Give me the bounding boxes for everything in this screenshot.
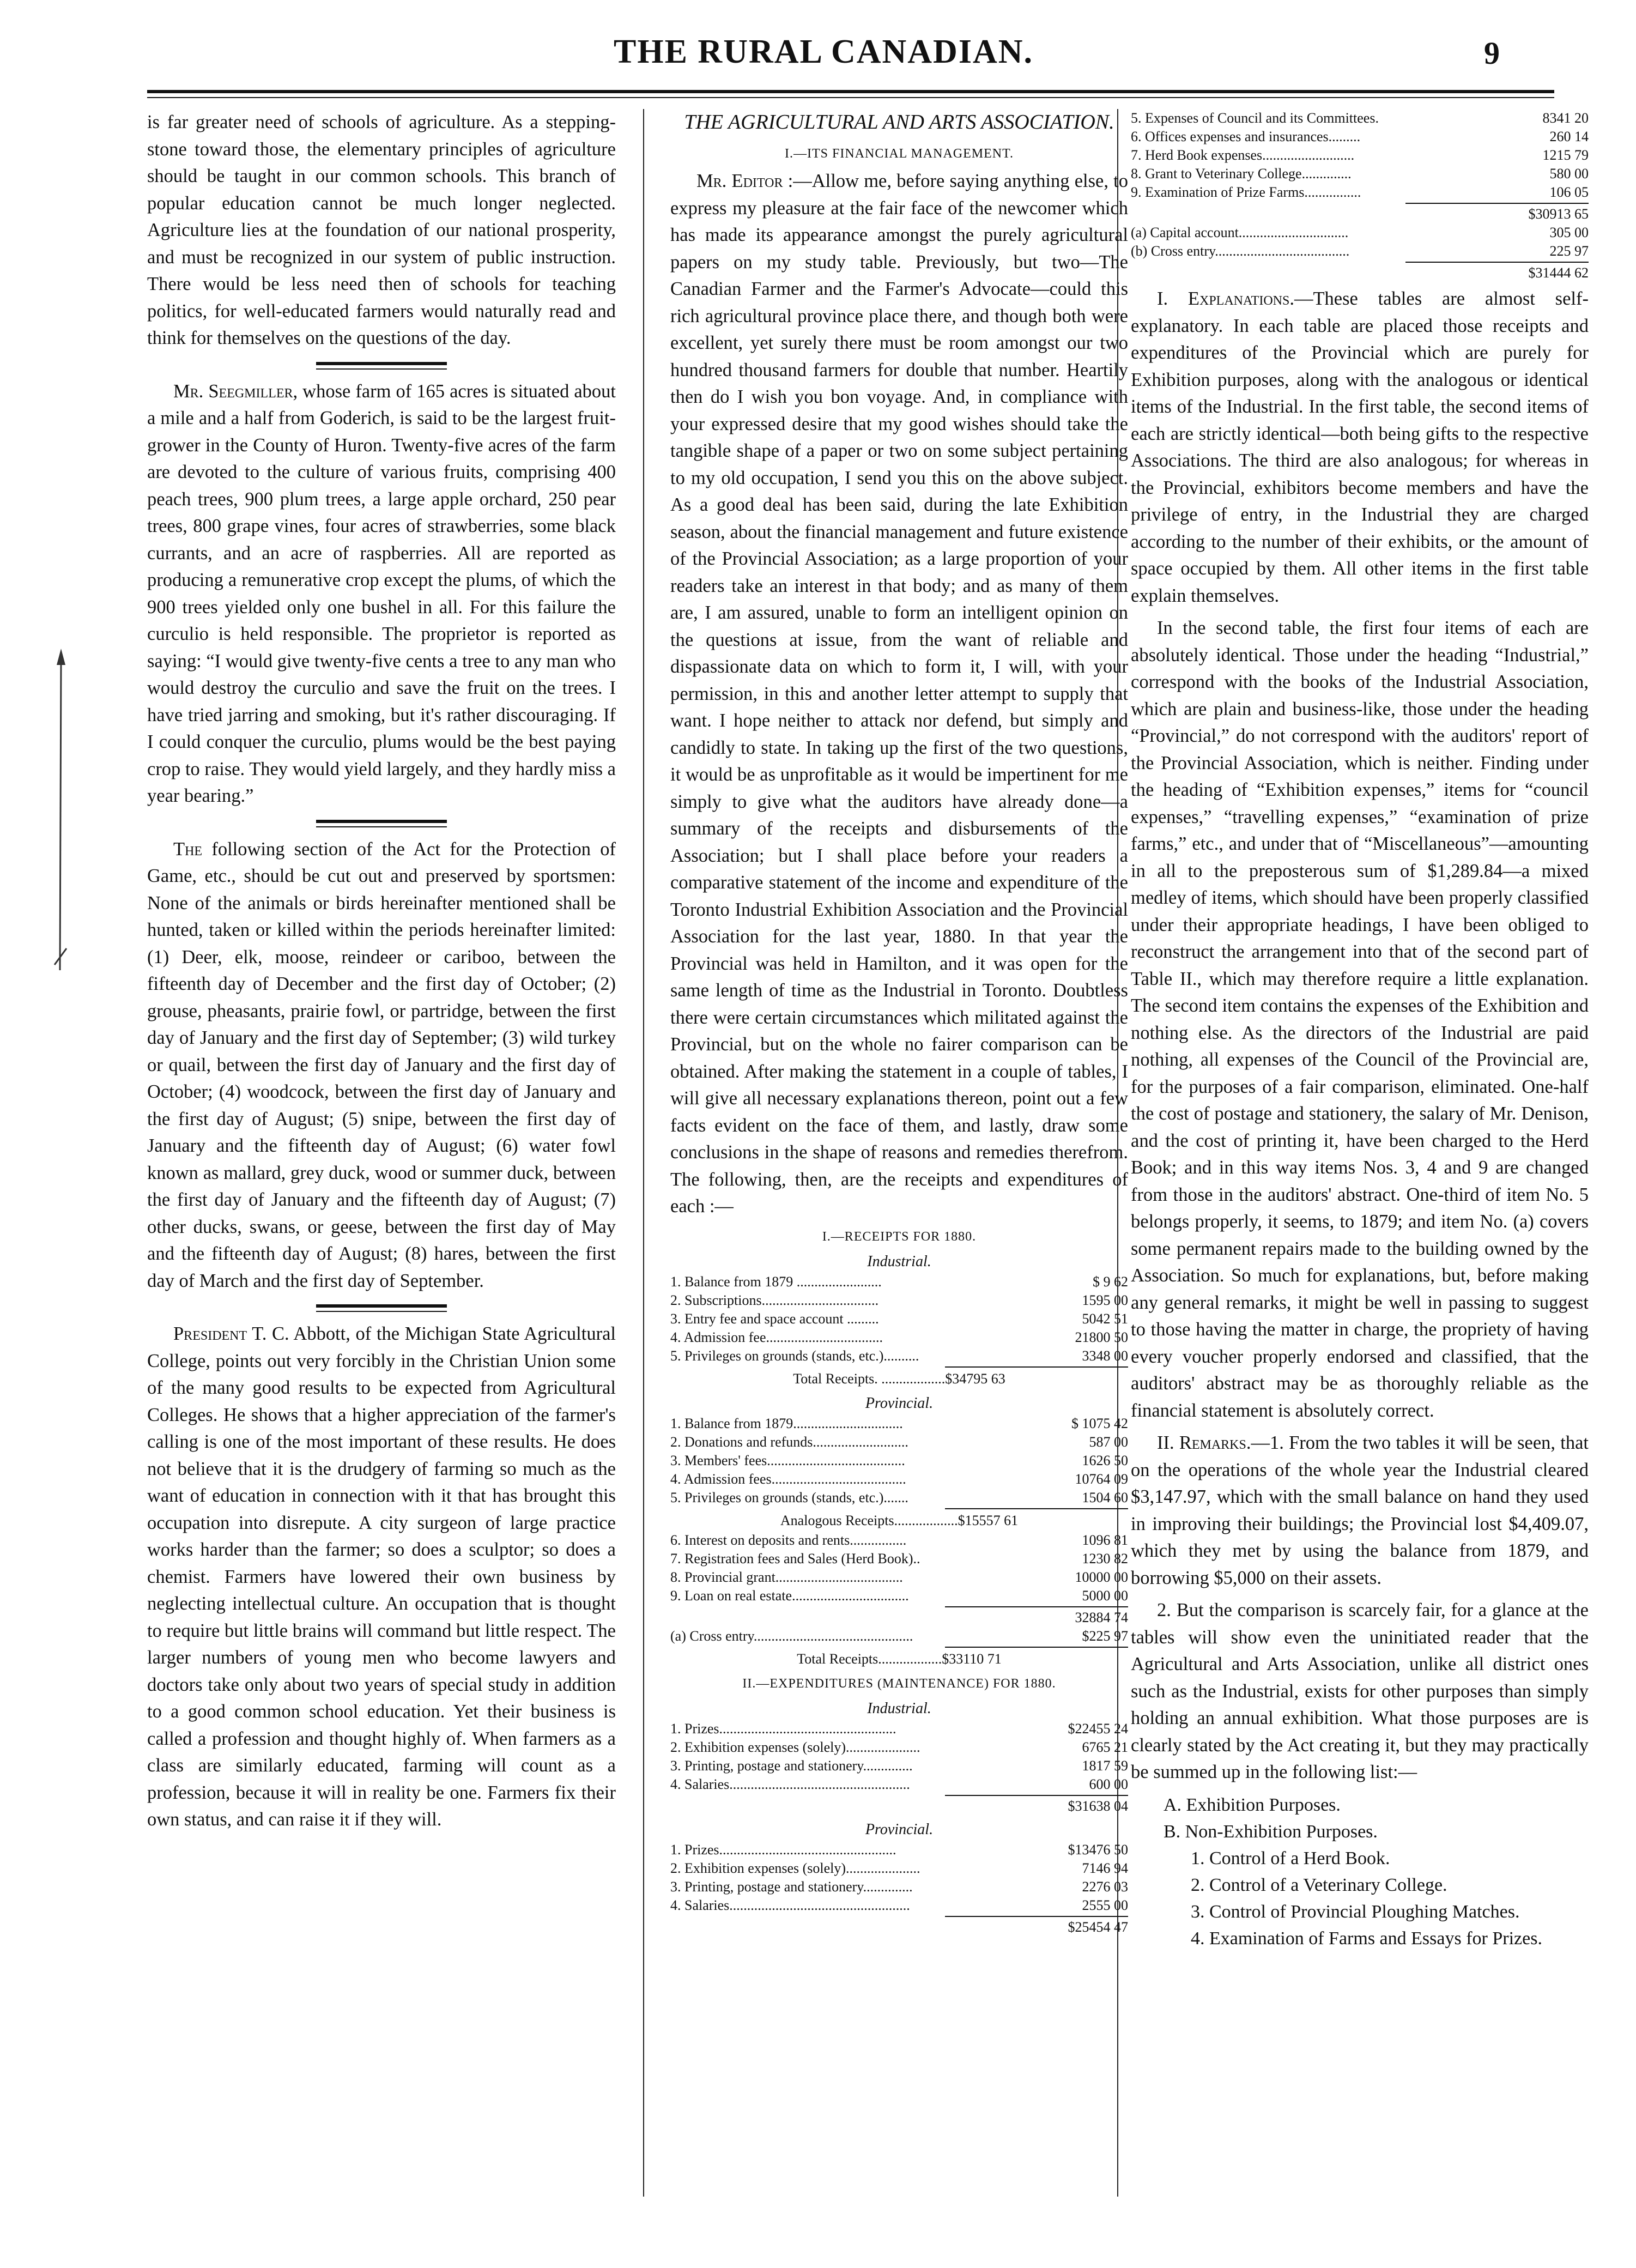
row-label: 6. Interest on deposits and rents................ (670, 1532, 907, 1548)
table-row (670, 1738, 1128, 1757)
row-amount: 10764 09 (1075, 1471, 1128, 1487)
row-label: 1. Prizes.................................................. (670, 1841, 896, 1858)
lead-word: II. Remarks. (1157, 1432, 1251, 1453)
table-subheading: Provincial. (865, 1394, 934, 1412)
row-label: 4. Salaries................................................... (670, 1897, 910, 1913)
column-divider (643, 109, 644, 2197)
article-title: THE AGRICULTURAL AND ARTS ASSOCIATION. (684, 111, 1114, 134)
table-total (670, 1797, 1128, 1816)
row-label: 8. Provincial grant.................................... (670, 1569, 903, 1585)
expend-provincial-continued-table (1131, 109, 1589, 282)
list-item: 4. Examination of Farms and Essays for Prizes. (1191, 1928, 1542, 1949)
paragraph-text: T. C. Abbott, of the Michigan State Agricultural College, points out very forcibly in the Christian Union some of the many good results to be expected from Agricultural Colleges. He shows that a higher appreciation of the farmer's calling is one of the most important of these results. He does not believe that it is the drudgery of farming so much as the want of education in connection with it that has brought this occupation into disrepute. A city surgeon of large practice works harder than the farmer; so does a sculptor; so does a chemist. Farmers have lowered their own business by neglecting intellectual culture. An occupation that is thought to require but little brains will command but little respect. The larger numbers of young men who become lawyers and doctors take only about two years of special study in addition to a good common school education. Yet their business is called a profession and thought highly of. When farmers as a class are similarly educated, farming will count as a profession, because it will in reality be one. Farmers fix their own status, and can raise it if they will. (147, 1323, 616, 1830)
row-amount: 600 00 (1089, 1776, 1128, 1792)
table-row (1131, 146, 1589, 165)
row-amount: $13476 50 (1068, 1841, 1128, 1858)
row-label: 2. Donations and refunds........................... (670, 1434, 908, 1450)
row-label: 3. Entry fee and space account ......... (670, 1310, 879, 1327)
lead-word: President (173, 1323, 247, 1344)
table-rule (945, 1916, 1128, 1917)
table-row (670, 1433, 1128, 1451)
table-row (670, 1328, 1128, 1347)
table-total (1131, 264, 1589, 282)
row-label: 3. Printing, postage and stationery.............. (670, 1757, 913, 1774)
row-amount: $22455 24 (1068, 1720, 1128, 1737)
table-subtotal (1131, 205, 1589, 223)
table-subheading: Industrial. (867, 1700, 931, 1717)
table-total (670, 1918, 1128, 1937)
lead-word: I. Explanations. (1157, 288, 1294, 309)
table-row (1131, 223, 1589, 242)
table-row (1131, 183, 1589, 202)
expend-industrial-table (670, 1720, 1128, 1816)
row-amount: 3348 00 (1082, 1347, 1128, 1364)
table-row (670, 1273, 1128, 1291)
table-row (670, 1489, 1128, 1507)
newspaper-title: THE RURAL CANADIAN. (613, 33, 1033, 70)
row-amount: 1817 59 (1082, 1757, 1128, 1774)
row-amount: $31638 04 (1068, 1798, 1128, 1814)
paragraph-text: :—Allow me, before saying anything else, to express my pleasure at the fair face of the newcomer which has made its appearance amongst the purely agricultural papers on my study table. Previously, but two—The Canadian Farmer and the Farmer's Advocate—could this rich agricultural province place there, and though both were excellent, yet surely there must be room amongst our two hundred thousand farmers for double that number. Heartily then do I wish you bon voyage. And, in compliance with your expressed desire that my good wishes should take the tangible shape of a paper or two on some subject pertaining to my old occupation, I send you this on the above subject. As a good deal has been said, during the late Exhibition season, about the financial management and future existence of the Provincial Association; as a large proportion of your readers take an interest in that body; and as many of them are, I am assured, unable to form an intelligent opinion on the questions at issue, from the want of reliable and dispassionate data on which to form it, I will, with your permission, in this and another letter attempt to supply that want. I hope neither to attack nor defend, but simply and candidly to state. In taking up the first of the two questions, it would be as unprofitable as it would be impertinent for me simply to give what the auditors have already done—a summary of the receipts and disbursements of the Association; but I shall place before your readers a comparative statement of the income and expenditure of the Toronto Industrial Exhibition Association and the Provincial Association for the last year, 1880. In that year the Provincial was held in Hamilton, and it was open for the same length of time as the Industrial in Toronto. Doubtless there were certain circumstances which militated against the Provincial, but on the whole no fairer comparison can be obtained. After making the statement in a couple of tables, I will give all necessary explanations thereon, point out a few facts evident on the face of them, and lastly, draw some conclusions in the shape of reasons and remedies therefrom. The following, then, are the receipts and expenditures of each :— (670, 171, 1128, 1217)
table-rule (945, 1606, 1128, 1607)
row-label: 3. Members' fees....................................... (670, 1452, 905, 1468)
table-row (1131, 165, 1589, 183)
list-item: 3. Control of Provincial Ploughing Matches. (1191, 1901, 1520, 1922)
paragraph-text: —1. From the two tables it will be seen, that on the operations of the whole year the Industrial cleared $3,147.97, which with the small balance on hand they used in improving their buildings; the Provincial lost $4,409.07, which they met by using the balance from 1879, and borrowing $5,000 on their assets. (1131, 1432, 1589, 1588)
row-label: 6. Offices expenses and insurances......... (1131, 129, 1361, 144)
table-subheading: Provincial. (865, 1821, 934, 1838)
row-label: (a) Cross entry............................................. (670, 1628, 913, 1644)
row-label: 5. Expenses of Council and its Committees. (1131, 110, 1379, 126)
row-amount: $ 1075 42 (1071, 1415, 1128, 1431)
table-row (670, 1878, 1128, 1896)
receipts-industrial-table (670, 1273, 1128, 1389)
row-amount: 7146 94 (1082, 1860, 1128, 1876)
article-paragraph: 2. But the comparison is scarcely fair, for a glance at the tables will show even the uninitiated reader that the Agricultural and Arts Association, unlike all district ones such as the Industrial, exists for other purposes than simply holding an annual exhibition. What those purposes are is clearly stated by the Act creating it, but they may practically be summed up in the following list:— (1131, 1600, 1589, 1782)
row-amount: 21800 50 (1075, 1329, 1128, 1345)
section-separator (147, 358, 616, 378)
table-row (670, 1414, 1128, 1433)
row-label: 1. Balance from 1879............................... (670, 1415, 903, 1431)
row-label: 7. Registration fees and Sales (Herd Book).. (670, 1550, 920, 1567)
row-label: 1. Balance from 1879 ........................ (670, 1273, 882, 1290)
table-heading: II.—EXPENDITURES (MAINTENANCE) FOR 1880. (742, 1676, 1056, 1691)
row-label: 8. Grant to Veterinary College.............. (1131, 166, 1352, 182)
row-amount: 8341 20 (1542, 110, 1589, 126)
row-amount: 2276 03 (1082, 1878, 1128, 1895)
row-amount: 106 05 (1549, 184, 1589, 200)
table-rule (945, 1795, 1128, 1796)
row-amount: 6765 21 (1082, 1739, 1128, 1755)
list-item: A. Exhibition Purposes. (1164, 1794, 1341, 1815)
row-label: 2. Exhibition expenses (solely)..................... (670, 1739, 920, 1755)
table-row (1131, 242, 1589, 261)
row-amount: 225 97 (1549, 243, 1589, 259)
row-amount: $25454 47 (1068, 1919, 1128, 1935)
section-separator (147, 1300, 616, 1321)
header-rule (147, 90, 1554, 93)
table-total: Total Receipts..................$33110 71 (797, 1650, 1002, 1667)
purposes-list (1131, 1792, 1589, 1952)
table-row (670, 1568, 1128, 1587)
page-number: 9 (1484, 35, 1500, 71)
row-amount: 1626 50 (1082, 1452, 1128, 1468)
row-label: 1. Prizes.................................................. (670, 1720, 896, 1737)
table-rule (945, 1508, 1128, 1509)
row-label: 2. Subscriptions................................. (670, 1292, 879, 1308)
article-paragraph: is far greater need of schools of agriculture. As a stepping-stone toward those, the elementary principles of agriculture should be taught in our common schools. This branch of popular education cannot be much longer neglected. Agriculture lies at the foundation of our national prosperity, and must be recognized in our system of public instruction. There would be less need then of schools for teaching politics, for well-educated farmers would naturally read and think for themselves on the questions of the day. (147, 112, 616, 348)
article-paragraph (670, 168, 1128, 1220)
row-label: 2. Exhibition expenses (solely)..................... (670, 1860, 920, 1876)
column-2 (670, 109, 1128, 1940)
row-amount: 5000 00 (1082, 1587, 1128, 1604)
row-amount: 1215 79 (1542, 147, 1589, 163)
row-label: 9. Examination of Prize Farms................ (1131, 184, 1361, 200)
receipts-provincial-table (670, 1414, 1128, 1670)
table-row (670, 1291, 1128, 1310)
row-amount: 587 00 (1089, 1434, 1128, 1450)
list-item: 2. Control of a Veterinary College. (1191, 1874, 1447, 1895)
table-row (670, 1587, 1128, 1605)
table-rule (945, 1647, 1128, 1648)
row-label: (a) Capital account............................... (1131, 225, 1349, 240)
article-paragraph (147, 836, 616, 1295)
article-paragraph (1131, 286, 1589, 609)
table-row (670, 1757, 1128, 1775)
table-total: Total Receipts. ..................$34795 63 (793, 1370, 1005, 1387)
row-label: 4. Salaries................................................... (670, 1776, 910, 1792)
table-row (670, 1451, 1128, 1470)
row-amount: 260 14 (1549, 129, 1589, 144)
row-amount: $30913 65 (1528, 206, 1589, 222)
row-label: (b) Cross entry...................................... (1131, 243, 1350, 259)
margin-pencil-mark (49, 643, 71, 981)
row-amount: 5042 51 (1082, 1310, 1128, 1327)
row-label: 5. Privileges on grounds (stands, etc.).......... (670, 1347, 919, 1364)
paragraph-text: following section of the Act for the Protection of Game, etc., should be cut out and preserved by sportsmen: None of the animals or birds hereinafter mentioned shall be hunted, taken or killed within the periods hereinafter limited: (1) Deer, elk, moose, reindeer or cariboo, between the fifteenth day of December and the first day of October; (2) grouse, pheasants, prairie fowl, or partridge, between the first day of January and the first day of September; (3) wild turkey or quail, between the first day of January and the first day of October; (4) woodcock, between the first day of January and the first day of August; (5) snipe, between the first day of January and the fifteenth day of August; (6) water fowl known as mallard, grey duck, wood or summer duck, between the first day of January and the fifteenth day of August; (7) other ducks, swans, or geese, between the first day of May and the fifteenth day of August; (8) hares, between the first day of March and the first day of September. (147, 838, 616, 1291)
table-row (670, 1896, 1128, 1915)
row-label: 9. Loan on real estate................................. (670, 1587, 909, 1604)
table-row (670, 1310, 1128, 1328)
table-row (670, 1627, 1128, 1646)
table-row (670, 1859, 1128, 1878)
table-row (670, 1470, 1128, 1489)
table-total: Analogous Receipts..................$15557 61 (780, 1512, 1019, 1528)
row-amount: 305 00 (1549, 225, 1589, 240)
lead-word: Mr. Seegmiller, (173, 380, 298, 402)
header-rule-thin (147, 97, 1554, 98)
table-row (670, 1531, 1128, 1550)
table-row (670, 1347, 1128, 1365)
table-rule (1405, 262, 1589, 263)
row-amount: 10000 00 (1075, 1569, 1128, 1585)
list-item: B. Non-Exhibition Purposes. (1164, 1821, 1378, 1842)
expend-provincial-table (670, 1841, 1128, 1937)
column-3 (1131, 109, 1589, 1952)
article-paragraph: In the second table, the first four items of each are absolutely identical. Those under the heading “Industrial,” correspond with the books of the Industrial Association, which are plain and business-like, those under the heading “Provincial,” do not correspond with the auditors' report of the Provincial Association, which is neither. Finding under the heading of “Exhibition expenses,” items for “council expenses,” “travelling expenses,” “examination of prize farms,” etc., and under that of “Miscellaneous”—amounting in all to the preposterous sum of $1,289.84—a mixed medley of items, which should have been properly classified under their appropriate headings, I have been obliged to reconstruct the arrangement into that of the second part of Table II., which may therefore require a little explanation. The second item contains the expenses of the Exhibition and nothing else. As the directors of the Industrial are paid nothing, all expenses of the Council of the Provincial are, for the purposes of a fair comparison, eliminated. One-half the cost of postage and stationery, the salary of Mr. Denison, and the cost of printing it, have been charged to the Herd Book; and in this way items Nos. 3, 4 and 9 are changed from those in the auditors' abstract. One-third of item No. 5 belongs properly, it seems, to 1879; and item No. (a) covers some permanent repairs made to the building owned by the Association. So much for explanations, but, before making any general remarks, it might be well in passing to suggest to those having the matter in charge, the propriety of having every voucher properly endorsed and classified, that the auditors' abstract may be as thoroughly reliable as the financial statement is absolutely correct. (1131, 618, 1589, 1421)
article-paragraph (147, 378, 616, 810)
row-amount: 1096 81 (1082, 1532, 1128, 1548)
row-amount: 1504 60 (1082, 1489, 1128, 1505)
row-amount: 1595 00 (1082, 1292, 1128, 1308)
row-label: 5. Privileges on grounds (stands, etc.)....... (670, 1489, 908, 1505)
table-row (670, 1550, 1128, 1568)
paragraph-text: whose farm of 165 acres is situated about a mile and a half from Goderich, is said to be the largest fruit-grower in the County of Huron. Twenty-five acres of the farm are devoted to the culture of various fruits, comprising 400 peach trees, 900 plum trees, a large apple orchard, 250 pear trees, 800 grape vines, four acres of strawberries, some black currants, and an acre of raspberries. All are reported as producing a remunerative crop except the plums, of which the 900 trees yielded only one bushel in all. For this failure the curculio is held responsible. The proprietor is reported as saying: “I would give twenty-five cents a tree to any man who would destroy the curculio and save the fruit on the trees. I have tried jarring and smoking, but it's rather discouraging. If I could conquer the curculio, plums would be the best paying crop to raise. They would yield largely, and they hardly miss a year bearing.” (147, 380, 616, 806)
table-heading: I.—RECEIPTS FOR 1880. (822, 1229, 977, 1244)
row-amount: $ 9 62 (1093, 1273, 1128, 1290)
paragraph-text: —These tables are almost self-explanatory. In each table are placed those receipts and expenditures of the Provincial which are purely for Exhibition purposes, along with the analogous or identical items of the Industrial. In the first table, the second items of each are strictly identical—both being gifts to the respective Associations. The third are also analogous; for whereas in the Provincial, exhibitors become members and have the privilege of entry, in the Industrial they are charged according to the number of their exhibits, or the amount of space occupied by them. All other items in the first table explain themselves. (1131, 288, 1589, 606)
table-rule (1405, 203, 1589, 204)
row-label: 7. Herd Book expenses.......................... (1131, 147, 1355, 163)
row-amount: 580 00 (1549, 166, 1589, 182)
table-row (670, 1775, 1128, 1794)
row-amount: 2555 00 (1082, 1897, 1128, 1913)
article-paragraph (147, 1321, 616, 1834)
table-row (1131, 128, 1589, 146)
article-paragraph (1131, 1430, 1589, 1592)
row-label: 4. Admission fee................................. (670, 1329, 883, 1345)
lead-word: Mr. Editor (696, 171, 783, 191)
lead-word: The (173, 838, 203, 860)
table-subtotal (670, 1608, 1128, 1627)
row-amount: $225 97 (1082, 1628, 1128, 1644)
column-1 (147, 109, 616, 1839)
table-row (670, 1841, 1128, 1859)
article-subtitle: I.—ITS FINANCIAL MANAGEMENT. (785, 147, 1014, 161)
table-rule (945, 1366, 1128, 1368)
table-row (1131, 109, 1589, 128)
row-amount: $31444 62 (1528, 265, 1589, 281)
row-amount: 1230 82 (1082, 1550, 1128, 1567)
row-amount: 32884 74 (1075, 1609, 1128, 1625)
row-label: 4. Admission fees...................................... (670, 1471, 906, 1487)
table-row (670, 1720, 1128, 1738)
row-label: 3. Printing, postage and stationery.............. (670, 1878, 913, 1895)
table-subheading: Industrial. (867, 1253, 931, 1270)
list-item: 1. Control of a Herd Book. (1191, 1848, 1390, 1868)
section-separator (147, 815, 616, 836)
